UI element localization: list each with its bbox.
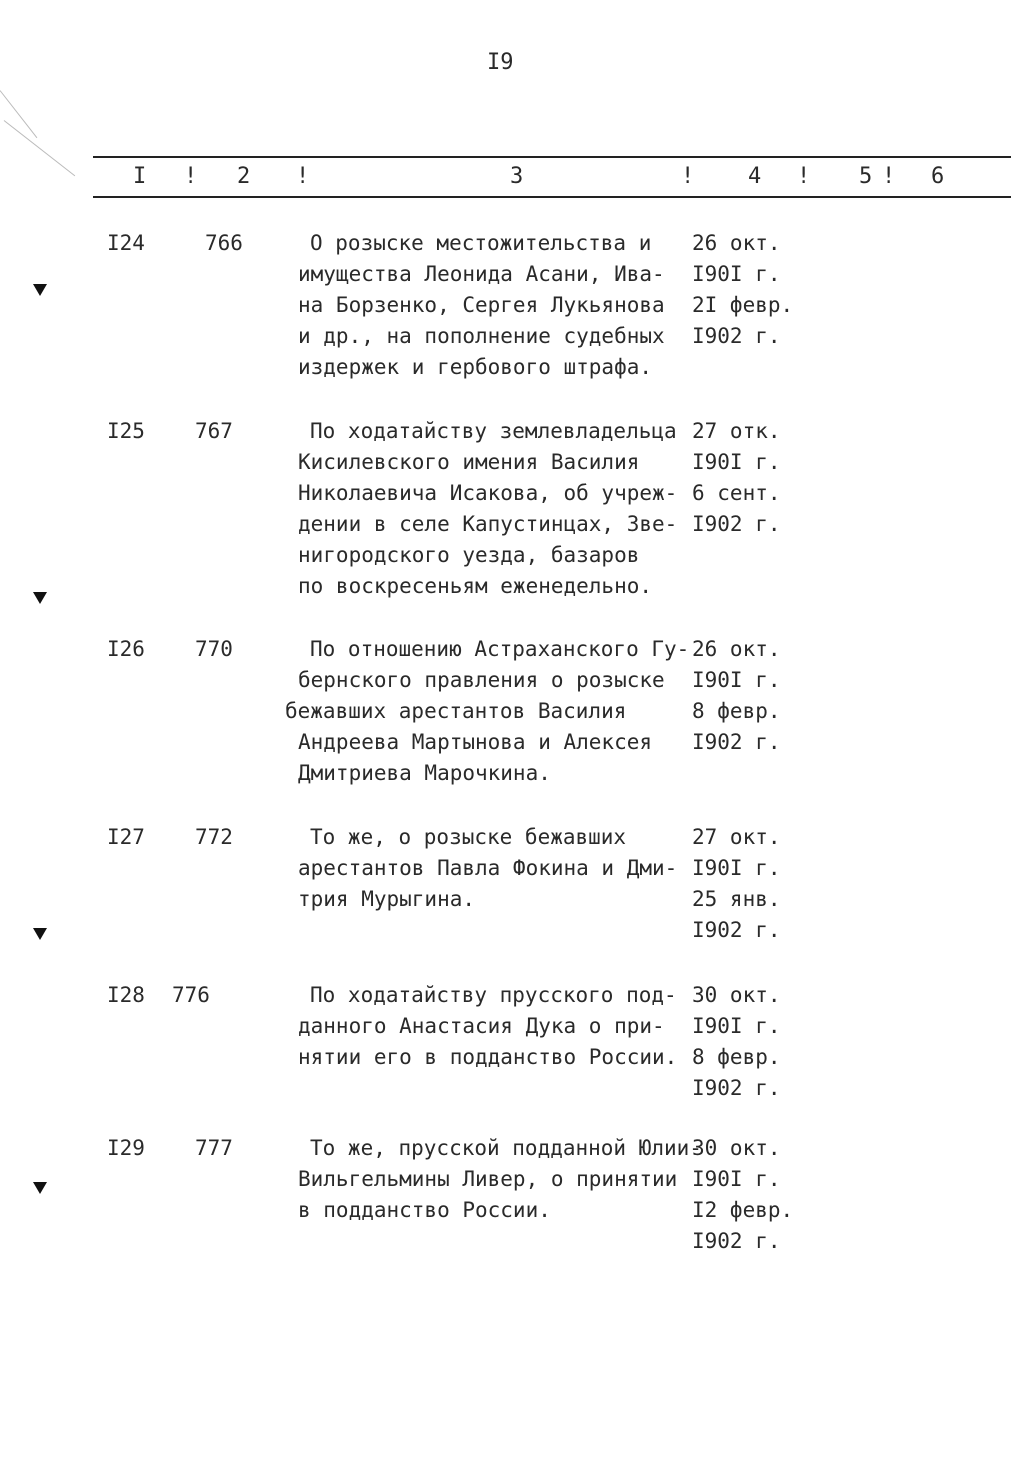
- description-line: трия Мурыгина.: [298, 887, 476, 911]
- date-line: I90I г.: [692, 1014, 781, 1038]
- date-line: I90I г.: [692, 1167, 781, 1191]
- file-number: 776: [172, 983, 210, 1007]
- description-line: на Борзенко, Сергея Лукьянова: [298, 293, 665, 317]
- column-header-3: 3: [510, 164, 524, 189]
- date-line: 27 отк.: [692, 419, 781, 443]
- row-description: [285, 634, 690, 789]
- column-header-6: 6: [931, 164, 945, 189]
- description-line: бернского правления о розыске: [298, 668, 665, 692]
- column-header-5: 5: [859, 164, 873, 189]
- file-number: 770: [195, 637, 233, 661]
- row-dates: [692, 822, 781, 946]
- description-line: в подданство России.: [298, 1198, 551, 1222]
- binding-mark-icon: [33, 1182, 47, 1194]
- description-line: нигородского уезда, базаров: [298, 543, 640, 567]
- description-line: По ходатайству прусского под-: [310, 983, 677, 1007]
- description-line: То же, прусской подданной Юлии-: [310, 1136, 702, 1160]
- date-line: 6 сент.: [692, 481, 781, 505]
- description-line: Дмитриева Марочкина.: [298, 761, 551, 785]
- date-line: I2 февр.: [692, 1198, 794, 1222]
- column-separator: !: [797, 164, 811, 189]
- page-number: I9: [487, 50, 514, 75]
- binding-mark-icon: [33, 928, 47, 940]
- binding-mark-icon: [33, 592, 47, 604]
- table-header-bottom-rule: [93, 196, 1011, 198]
- description-line: арестантов Павла Фокина и Дми-: [298, 856, 678, 880]
- column-separator: !: [681, 164, 695, 189]
- date-line: I90I г.: [692, 262, 781, 286]
- row-dates: [692, 634, 781, 758]
- date-line: 2I февр.: [692, 293, 794, 317]
- file-number: 766: [205, 231, 243, 255]
- description-line: То же, о розыске бежавших: [310, 825, 627, 849]
- row-description: [298, 416, 693, 602]
- date-line: 26 окт.: [692, 231, 781, 255]
- description-line: по воскресеньям еженедельно.: [298, 574, 653, 598]
- description-line: бежавших арестантов Василия: [285, 699, 627, 723]
- date-line: 26 окт.: [692, 637, 781, 661]
- description-line: имущества Леонида Асани, Ива-: [298, 262, 665, 286]
- row-number: I26: [107, 637, 145, 661]
- date-line: I902 г.: [692, 918, 781, 942]
- date-line: I902 г.: [692, 1229, 781, 1253]
- date-line: I90I г.: [692, 450, 781, 474]
- description-line: О розыске местожительства и: [310, 231, 652, 255]
- row-number: I24: [107, 231, 145, 255]
- row-description: [298, 980, 693, 1073]
- date-line: 25 янв.: [692, 887, 781, 911]
- date-line: 8 февр.: [692, 1045, 781, 1069]
- description-line: Кисилевского имения Василия: [298, 450, 640, 474]
- description-line: дении в селе Капустинцах, Зве-: [298, 512, 678, 536]
- description-line: Николаевича Исакова, об учреж-: [298, 481, 678, 505]
- row-dates: [692, 228, 793, 352]
- row-description: [298, 1133, 702, 1226]
- column-header-4: 4: [748, 164, 762, 189]
- date-line: I902 г.: [692, 512, 781, 536]
- column-header-2: 2: [237, 164, 251, 189]
- date-line: I90I г.: [692, 856, 781, 880]
- date-line: 27 окт.: [692, 825, 781, 849]
- row-number: I28: [107, 983, 145, 1007]
- row-dates: [692, 1133, 793, 1257]
- row-number: I29: [107, 1136, 145, 1160]
- date-line: 30 окт.: [692, 983, 781, 1007]
- table-header-top-rule: [93, 156, 1011, 158]
- date-line: I902 г.: [692, 324, 781, 348]
- file-number: 767: [195, 419, 233, 443]
- column-separator: !: [882, 164, 896, 189]
- file-number: 777: [195, 1136, 233, 1160]
- description-line: нятии его в подданство России.: [298, 1045, 678, 1069]
- file-number: 772: [195, 825, 233, 849]
- row-description: [298, 228, 693, 383]
- description-line: По ходатайству землевладельца: [310, 419, 677, 443]
- description-line: и др., на пополнение судебных: [298, 324, 665, 348]
- date-line: 30 окт.: [692, 1136, 781, 1160]
- date-line: 8 февр.: [692, 699, 781, 723]
- column-separator: !: [184, 164, 198, 189]
- description-line: издержек и гербового штрафа.: [298, 355, 653, 379]
- row-description: [298, 822, 693, 915]
- description-line: По отношению Астраханского Гу-: [310, 637, 690, 661]
- date-line: I902 г.: [692, 1076, 781, 1100]
- date-line: I902 г.: [692, 730, 781, 754]
- binding-mark-icon: [33, 284, 47, 296]
- description-line: Андреева Мартынова и Алексея: [298, 730, 653, 754]
- row-number: I25: [107, 419, 145, 443]
- description-line: данного Анастасия Дука о при-: [298, 1014, 665, 1038]
- column-separator: !: [296, 164, 310, 189]
- description-line: Вильгельмины Ливер, о принятии: [298, 1167, 678, 1191]
- row-dates: [692, 416, 781, 540]
- column-header-1: I: [133, 164, 147, 189]
- table-header: [0, 164, 1024, 192]
- date-line: I90I г.: [692, 668, 781, 692]
- row-number: I27: [107, 825, 145, 849]
- row-dates: [692, 980, 781, 1104]
